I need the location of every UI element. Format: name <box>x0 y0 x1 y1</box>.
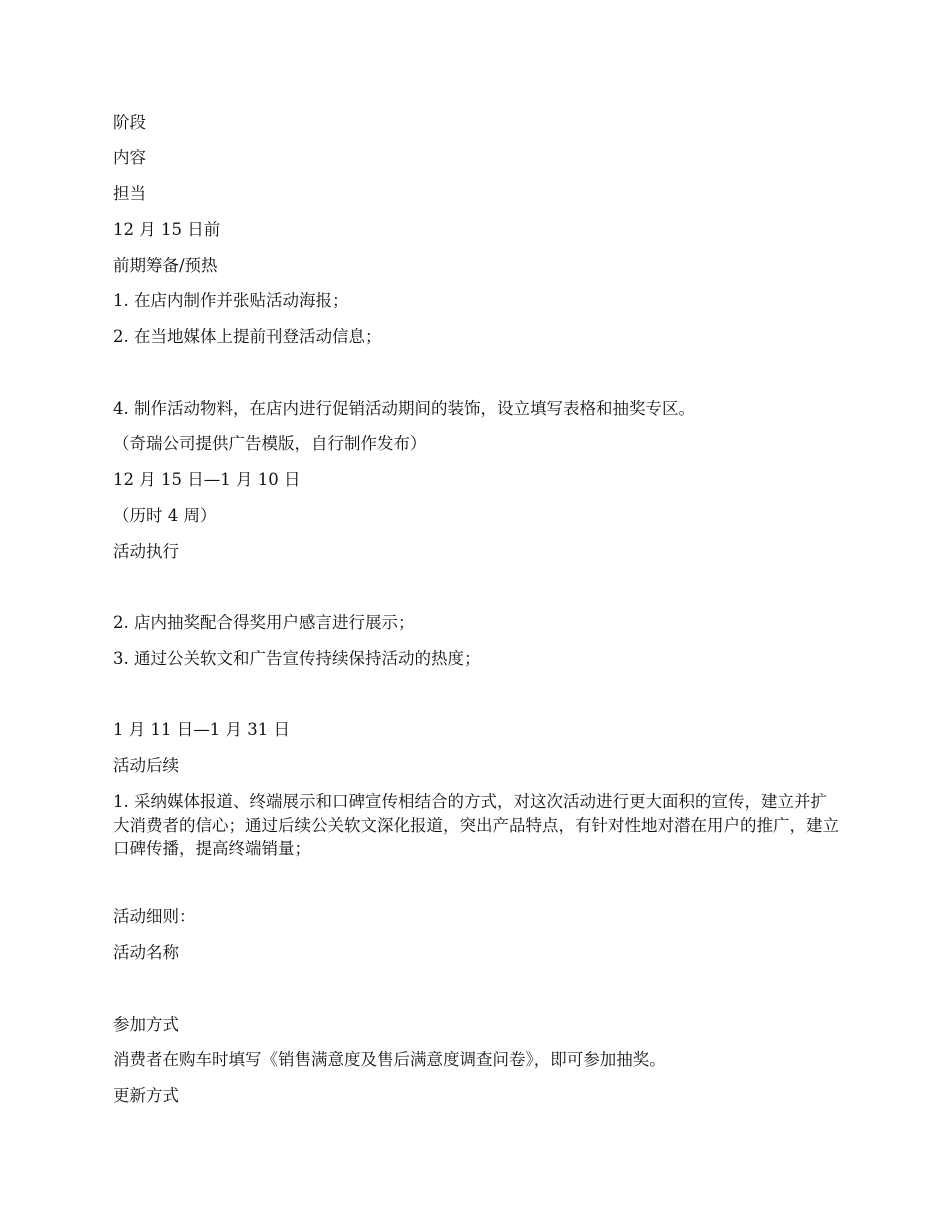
phase3-date: 1 月 11 日—1 月 31 日 <box>113 720 290 739</box>
phase3-name: 活动后续 <box>113 756 179 775</box>
participation-text: 消费者在购车时填写《销售满意度及售后满意度调查问卷》，即可参加抽奖。 <box>113 1050 666 1069</box>
phase2-item-2: 2. 店内抽奖配合得奖用户感言进行展示； <box>113 613 415 632</box>
phase2-name: 活动执行 <box>113 542 179 561</box>
phase2-date: 12 月 15 日—1 月 10 日 <box>113 470 301 489</box>
phase2-item-3: 3. 通过公关软文和广告宣传持续保持活动的热度； <box>113 649 481 668</box>
phase-header: 阶段 <box>113 113 146 132</box>
content-header: 内容 <box>113 148 146 167</box>
participation-label: 参加方式 <box>113 1015 179 1034</box>
phase3-item-1: 1. 采纳媒体报道、终端展示和口碑宣传相结合的方式，对这次活动进行更大面积的宣传，建立并扩大消费者的信心；通过后续公关软文深化报道，突出产品特点，有针对性地对潜在用户的推广，建立口碑传播，提高终端销量； <box>113 792 839 858</box>
owner-header: 担当 <box>113 184 146 203</box>
phase1-note: （奇瑞公司提供广告模版，自行制作发布） <box>113 434 427 453</box>
activity-name-label: 活动名称 <box>113 943 179 962</box>
update-label: 更新方式 <box>113 1086 179 1105</box>
rules-title: 活动细则： <box>113 907 196 926</box>
phase2-duration: （历时 4 周） <box>113 506 217 525</box>
phase1-item-4: 4. 制作活动物料，在店内进行促销活动期间的装饰，设立填写表格和抽奖专区。 <box>113 399 695 418</box>
phase1-item-2: 2. 在当地媒体上提前刊登活动信息； <box>113 327 382 346</box>
phase1-date: 12 月 15 日前 <box>113 220 221 239</box>
phase1-item-1: 1. 在店内制作并张贴活动海报； <box>113 291 349 310</box>
phase1-name: 前期筹备/预热 <box>113 256 218 275</box>
